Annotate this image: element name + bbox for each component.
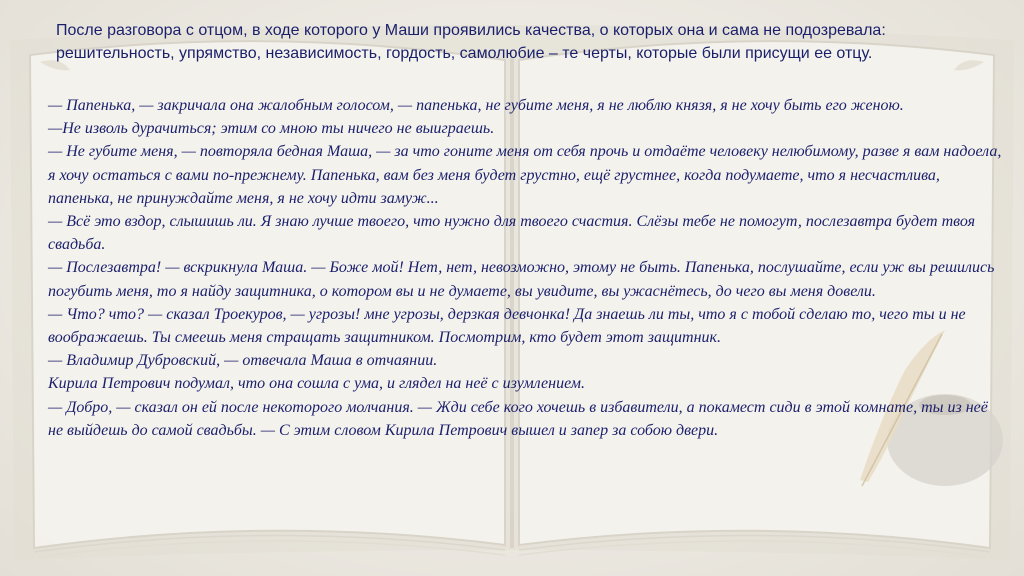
intro-paragraph: После разговора с отцом, в ходе которого у Маши проявились качества, о которых она и сама не подозревала: решительность, упрямство, независимость, гордость, самолюбие – те черты, которые были присущи ее отцу. — [56, 22, 886, 62]
dialogue-line: — Не губите меня, — повторяла бедная Маша, — за что гоните меня от себя прочь и отдаёте человеку нелюбимому, разве я вам надоела, я хочу остаться с вами по-прежнему. Папенька, вам без меня будет грустно, ещё грустнее, когда подумаете, что я несчастлива, папенька, не принуждайте меня, я не хочу идти замуж... — [48, 143, 1002, 207]
dialogue-line: — Всё это вздор, слышишь ли. Я знаю лучше твоего, что нужно для твоего счастия. Слёзы тебе не помогут, послезавтра будет твоя свадьба. — [48, 213, 976, 254]
dialogue-line: — Что? что? — сказал Троекуров, — угрозы! мне угрозы, дерзкая девчонка! Да знаешь ли ты, что я с тобой сделаю то, чего ты и не воображаешь. Ты смеешь меня стращать защитником. Посмотрим, кто будет этот защитник. — [48, 305, 966, 347]
dialogue-excerpt — [48, 94, 1003, 442]
dialogue-line: — Добро, — сказал он ей после некоторого молчания. — Жди себе кого хочешь в избавители, а покамест сиди в этой комнате, ты из неё не выйдешь до самой свадьбы. — С этим словом Кирила Петрович вышел и запер за собою двери. — [48, 398, 988, 439]
dialogue-line: Кирила Петрович подумал, что она сошла с ума, и глядел на неё с изумлением. — [48, 375, 585, 393]
dialogue-line: — Владимир Дубровский, — отвечала Маша в отчаянии. — [48, 352, 438, 370]
dialogue-line: —Не изволь дурачиться; этим со мною ты ничего не выиграешь. — [48, 120, 495, 138]
dialogue-line: — Папенька, — закричала она жалобным голосом, — папенька, не губите меня, я не люблю князя, я не хочу быть его женою. — [48, 97, 904, 114]
dialogue-line: — Послезавтра! — вскрикнула Маша. — Боже мой! Нет, нет, невозможно, этому не быть. Папенька, послушайте, если уж вы решились погубить меня, то я найду защитника, о котором вы и не думаете, вы увидите, вы ужаснётесь, до чего вы меня довели. — [48, 259, 995, 300]
